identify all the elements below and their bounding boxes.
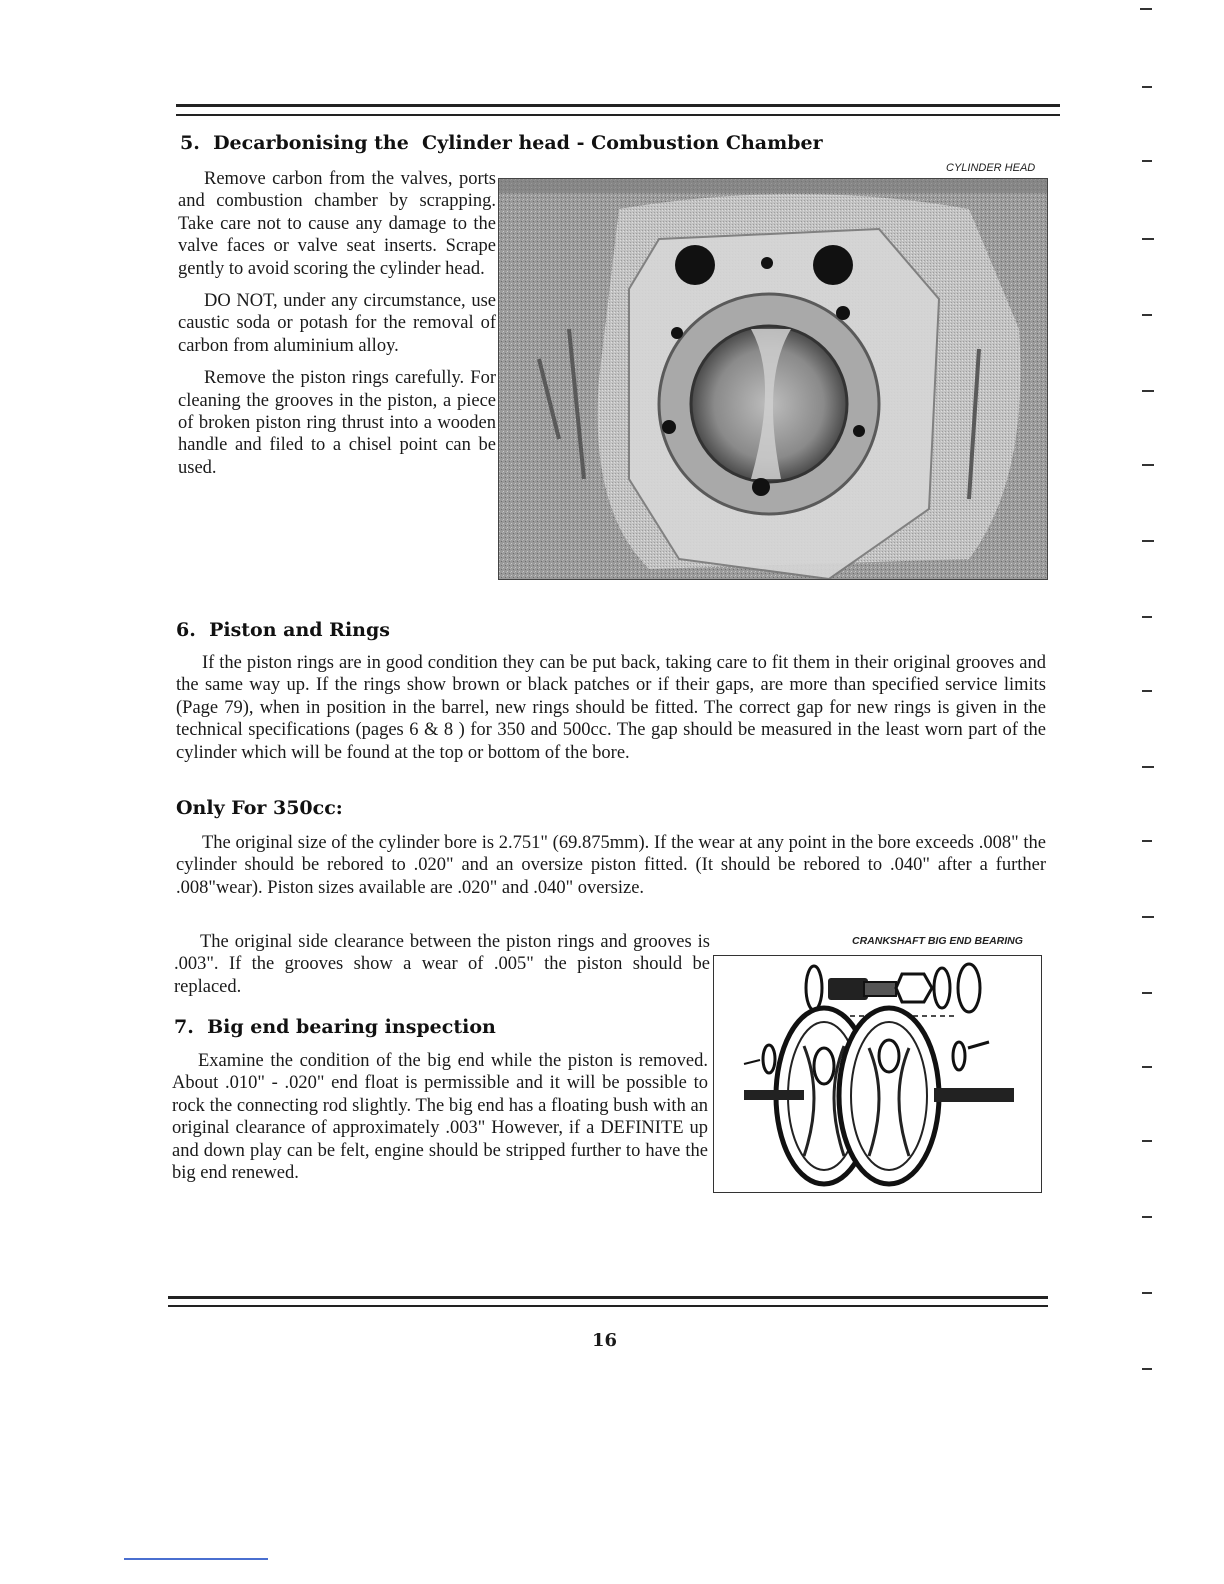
bottom-rule-thick xyxy=(168,1296,1048,1299)
section-5-paragraph-1: Remove carbon from the valves, ports and combustion chamber by scrapping. Take care not to cause any damage to the valve faces or valve seat inserts. Scrape gently to avoid scoring the cylinder head. xyxy=(178,169,496,279)
section-5-heading: 5. Decarbonising the Cylinder head - Combustion Chamber xyxy=(180,132,823,154)
margin-mark xyxy=(1142,390,1154,392)
crankshaft-figure xyxy=(713,955,1042,1193)
margin-mark xyxy=(1142,1292,1152,1294)
margin-mark xyxy=(1142,616,1152,618)
section-5-paragraph-3: Remove the piston rings carefully. For cleaning the grooves in the piston, a piece of broken piston ring thrust into a wooden handle and filed to a chisel point can be used. xyxy=(178,368,496,478)
page-number: 16 xyxy=(592,1330,618,1351)
bore-size-paragraph: The original size of the cylinder bore is 2.751" (69.875mm). If the wear at any point in the bore exceeds .008" the cylinder should be rebored to .020" and an oversize piston fitted. (It should be rebored to .040" after a further .008"wear). Piston sizes available are .020" and .040" oversize. xyxy=(176,833,1046,898)
margin-mark xyxy=(1142,464,1154,466)
scan-edge-line xyxy=(124,1558,268,1560)
margin-mark xyxy=(1142,238,1154,240)
crankshaft-caption: CRANKSHAFT BIG END BEARING xyxy=(852,935,1023,947)
margin-mark xyxy=(1142,840,1152,842)
section-6-text xyxy=(176,652,1046,764)
section-7-text xyxy=(172,1050,708,1184)
clearance-text xyxy=(174,931,710,998)
margin-mark xyxy=(1142,916,1154,918)
top-rule-thick xyxy=(176,104,1060,107)
bore-size-text xyxy=(176,832,1046,899)
margin-mark xyxy=(1142,1140,1152,1142)
margin-mark xyxy=(1142,766,1154,768)
section-7-heading: 7. Big end bearing inspection xyxy=(174,1016,496,1038)
section-6-heading: 6. Piston and Rings xyxy=(176,619,390,641)
margin-mark xyxy=(1142,1368,1152,1370)
cylinder-head-caption: CYLINDER HEAD xyxy=(946,162,1036,174)
margin-mark xyxy=(1142,86,1152,88)
top-rule-thin xyxy=(176,114,1060,116)
only-350cc-heading: Only For 350cc: xyxy=(176,797,343,819)
section-5-text xyxy=(178,168,496,479)
cylinder-head-photo xyxy=(498,178,1048,580)
margin-mark xyxy=(1142,160,1152,162)
margin-mark xyxy=(1142,314,1152,316)
margin-mark xyxy=(1140,8,1152,10)
margin-mark xyxy=(1142,1216,1152,1218)
margin-mark xyxy=(1142,540,1154,542)
section-6-paragraph: If the piston rings are in good condition they can be put back, taking care to fit them in their original grooves and the same way up. If the rings show brown or black patches or if their gaps, are more than specified service limits (Page 79), when in position in the barrel, new rings should be fitted. The correct gap for new rings is given in the technical specifications (pages 6 & 8 ) for 350 and 500cc. The gap should be measured in the least worn part of the cylinder which will be found at the top or bottom of the bore. xyxy=(176,653,1046,763)
margin-mark xyxy=(1142,1066,1152,1068)
bottom-rule-thin xyxy=(168,1305,1048,1307)
margin-mark xyxy=(1142,690,1152,692)
clearance-paragraph: The original side clearance between the piston rings and grooves is .003". If the grooves show a wear of .005" the piston should be replaced. xyxy=(174,932,710,997)
section-7-paragraph: Examine the condition of the big end while the piston is removed. About .010" - .020" end float is permissible and it will be possible to rock the connecting rod slightly. The big end has a floating bush with an original clearance of approximately .003" However, if a DEFINITE up and down play can be felt, engine should be stripped further to have the big end renewed. xyxy=(172,1051,708,1184)
cylinder-head-image xyxy=(499,179,1047,579)
crankshaft-drawing xyxy=(714,956,1041,1192)
margin-mark xyxy=(1142,992,1152,994)
section-5-paragraph-2: DO NOT, under any circumstance, use caustic soda or potash for the removal of carbon from aluminium alloy. xyxy=(178,291,496,356)
